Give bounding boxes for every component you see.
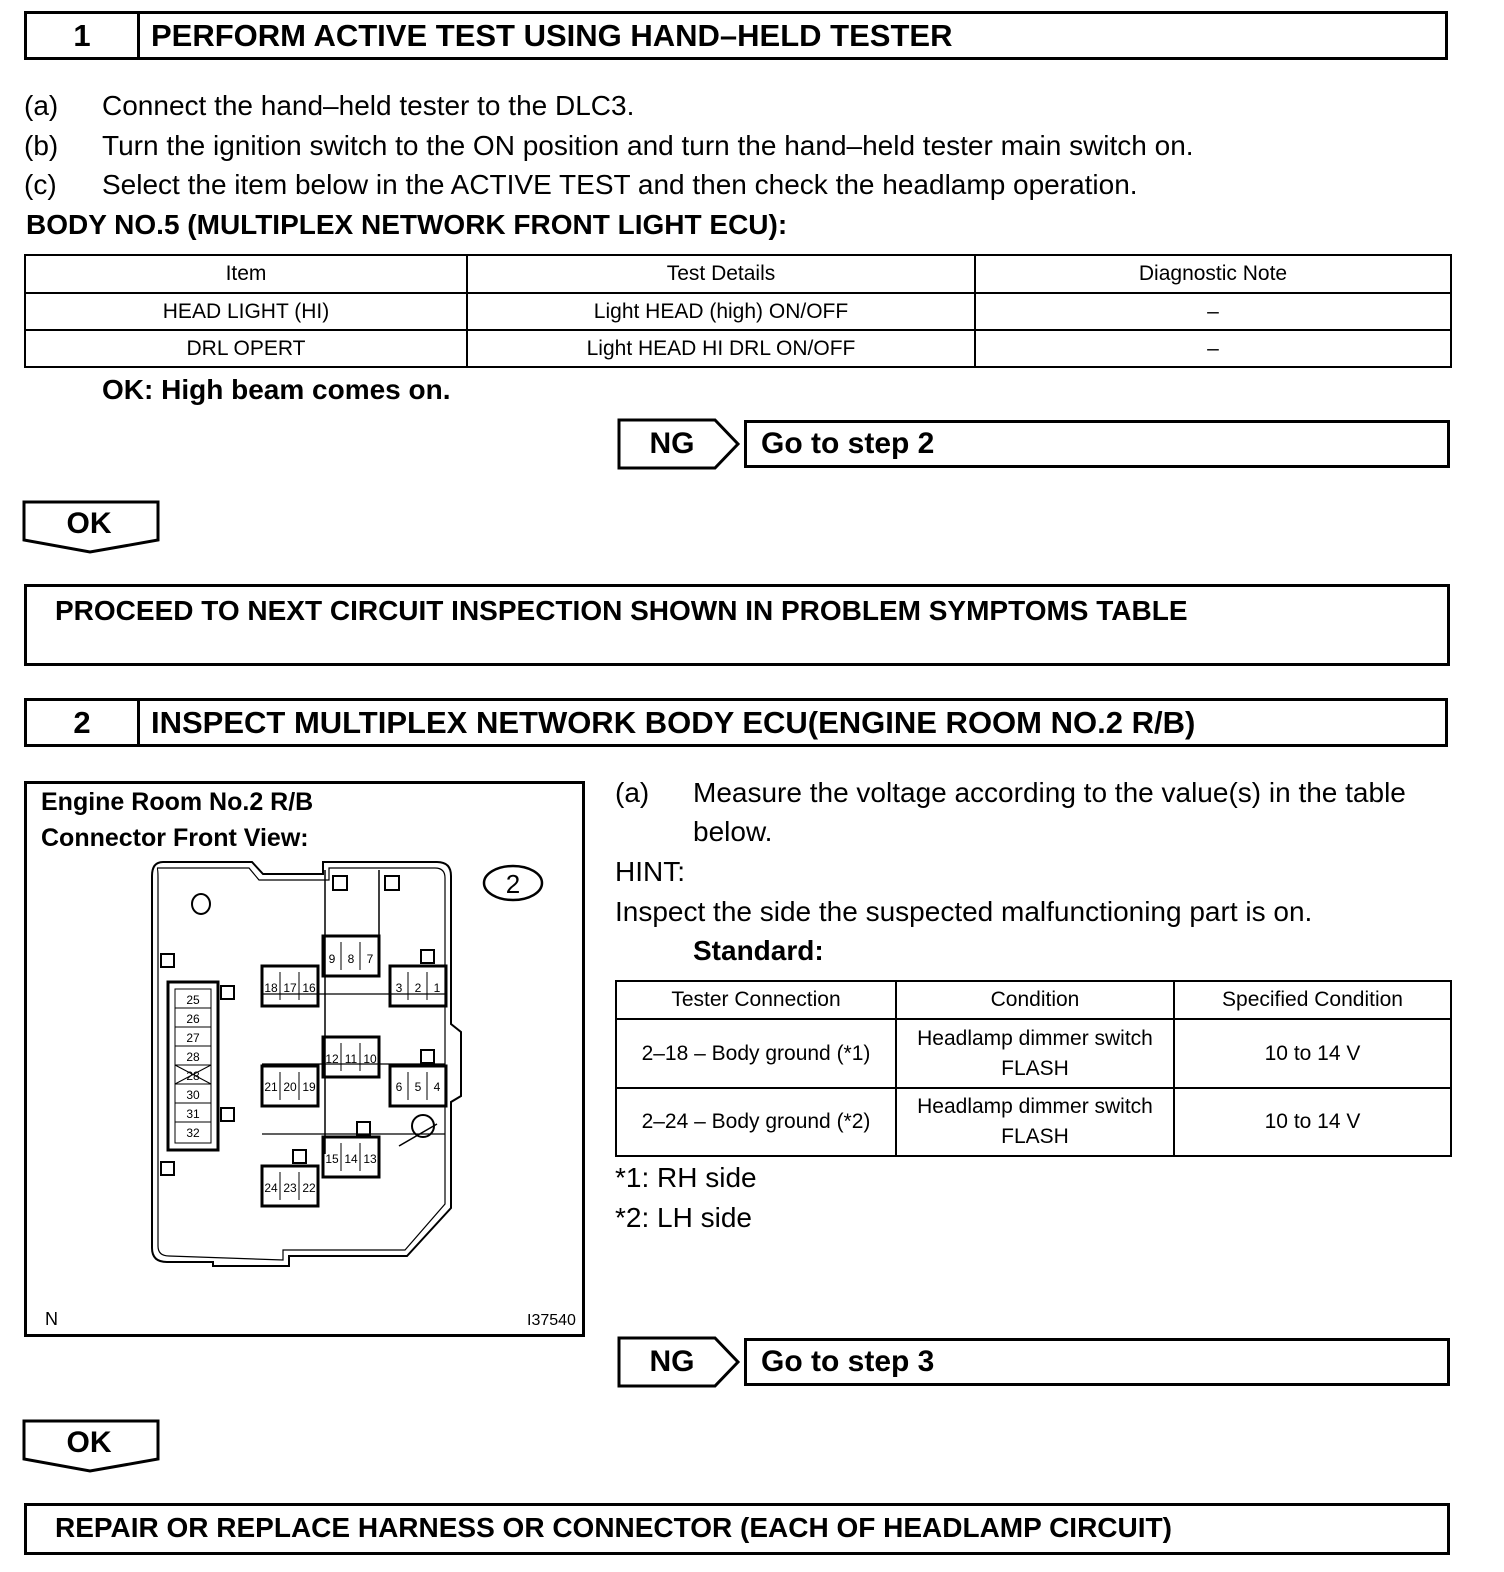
table-cell bbox=[896, 1088, 1174, 1156]
pin-group-3-2-1 bbox=[390, 966, 446, 1006]
note-lh-side: *2: LH side bbox=[615, 1202, 752, 1233]
step2-header bbox=[24, 698, 1448, 747]
figure-id: I37540 bbox=[527, 1312, 576, 1329]
step1-header bbox=[24, 11, 1448, 60]
table-row bbox=[25, 330, 1451, 367]
step1-subheading: BODY NO.5 (MULTIPLEX NETWORK FRONT LIGHT ECU): bbox=[26, 209, 788, 240]
step1-item-a bbox=[24, 90, 634, 122]
figure-title-line1: Engine Room No.2 R/B bbox=[41, 788, 314, 816]
table-row bbox=[616, 1088, 1451, 1156]
condition-line: FLASH bbox=[1001, 1056, 1069, 1080]
ng-go-to-step-2: Go to step 2 bbox=[744, 420, 1450, 468]
svg-text:9: 9 bbox=[328, 952, 336, 966]
instruction-line1: Measure the voltage according to the value(s) in the table bbox=[693, 777, 1406, 808]
ok-arrow-2 bbox=[22, 1419, 162, 1475]
svg-text:4: 4 bbox=[433, 1080, 441, 1094]
svg-text:13: 13 bbox=[363, 1152, 377, 1166]
svg-text:12: 12 bbox=[325, 1052, 339, 1066]
connector-id-label: 2 bbox=[505, 869, 521, 899]
svg-text:1: 1 bbox=[433, 981, 441, 995]
step2-ok-result bbox=[24, 1503, 1450, 1555]
condition-line: Headlamp dimmer switch bbox=[917, 1095, 1153, 1118]
table-cell: DRL OPERT bbox=[25, 330, 467, 367]
instruction-line2: below. bbox=[693, 816, 773, 847]
hint-label: HINT: bbox=[615, 856, 685, 887]
pin-group-9-8-7 bbox=[323, 936, 379, 976]
ng-go-to-step-3: Go to step 3 bbox=[744, 1338, 1450, 1386]
header-cell: Tester Connection bbox=[616, 981, 896, 1019]
connector-figure bbox=[24, 781, 585, 1337]
svg-text:20: 20 bbox=[283, 1080, 297, 1094]
svg-text:2: 2 bbox=[414, 981, 422, 995]
svg-text:31: 31 bbox=[186, 1107, 200, 1121]
figure-corner-label: N bbox=[45, 1309, 58, 1329]
relay-block-drawing bbox=[27, 784, 582, 1304]
condition-line: FLASH bbox=[1001, 1125, 1069, 1148]
table-cell: Light HEAD HI DRL ON/OFF bbox=[467, 330, 975, 367]
table-cell: Light HEAD (high) ON/OFF bbox=[467, 293, 975, 330]
pin-group-12-11-10 bbox=[323, 1037, 379, 1077]
svg-text:14: 14 bbox=[344, 1152, 358, 1166]
step1-item-b bbox=[24, 130, 1194, 162]
pin-column-25-32 bbox=[168, 982, 218, 1150]
header-cell: Diagnostic Note bbox=[975, 255, 1451, 293]
step1-number: 1 bbox=[27, 14, 140, 57]
header-cell: Specified Condition bbox=[1174, 981, 1451, 1019]
svg-text:11: 11 bbox=[344, 1052, 358, 1066]
table-cell: HEAD LIGHT (HI) bbox=[25, 293, 467, 330]
step1-item-c bbox=[24, 169, 1138, 201]
svg-text:8: 8 bbox=[347, 952, 355, 966]
table-cell: – bbox=[975, 293, 1451, 330]
step1-title: PERFORM ACTIVE TEST USING HAND–HELD TESTER bbox=[151, 17, 953, 53]
svg-text:22: 22 bbox=[302, 1181, 316, 1195]
step1-ok-result bbox=[24, 584, 1450, 666]
table-cell: 10 to 14 V bbox=[1174, 1088, 1451, 1156]
table-cell: 10 to 14 V bbox=[1174, 1019, 1451, 1088]
pin-group-21-20-19 bbox=[262, 1066, 318, 1106]
table-cell: 2–24 – Body ground (*2) bbox=[616, 1088, 896, 1156]
condition-line: Headlamp dimmer switch bbox=[917, 1026, 1153, 1050]
note-rh-side: *1: RH side bbox=[615, 1162, 757, 1193]
item-label: (c) bbox=[24, 169, 57, 200]
ng-arrow-2 bbox=[617, 1336, 741, 1388]
svg-text:3: 3 bbox=[395, 981, 403, 995]
step1-ok-criteria: OK: High beam comes on. bbox=[102, 374, 451, 405]
pin-group-15-14-13 bbox=[323, 1137, 379, 1177]
svg-text:27: 27 bbox=[186, 1031, 200, 1045]
pin-group-24-23-22 bbox=[262, 1166, 318, 1206]
ng-label: NG bbox=[649, 427, 695, 460]
item-text: Turn the ignition switch to the ON position and turn the hand–held tester main switch on. bbox=[102, 130, 1194, 161]
item-label: (b) bbox=[24, 130, 59, 161]
ok-result-text: REPAIR OR REPLACE HARNESS OR CONNECTOR (EACH OF HEADLAMP CIRCUIT) bbox=[55, 1512, 1172, 1543]
ok-arrow-1 bbox=[22, 500, 162, 556]
svg-text:10: 10 bbox=[363, 1052, 377, 1066]
ok-label: OK bbox=[66, 507, 112, 540]
svg-text:6: 6 bbox=[395, 1080, 403, 1094]
table-header-row bbox=[616, 981, 1451, 1019]
svg-text:25: 25 bbox=[186, 993, 200, 1007]
hint-text: Inspect the side the suspected malfunctioning part is on. bbox=[615, 896, 1313, 927]
svg-text:18: 18 bbox=[264, 981, 278, 995]
item-text: Connect the hand–held tester to the DLC3. bbox=[102, 90, 635, 121]
ok-label: OK bbox=[66, 1426, 112, 1459]
svg-text:32: 32 bbox=[186, 1126, 200, 1140]
svg-text:19: 19 bbox=[302, 1080, 316, 1094]
svg-text:28: 28 bbox=[186, 1069, 200, 1083]
table-cell bbox=[896, 1019, 1174, 1088]
instruction-label: (a) bbox=[615, 777, 650, 808]
figure-title-line2: Connector Front View: bbox=[41, 824, 309, 852]
svg-text:15: 15 bbox=[325, 1152, 339, 1166]
ng-label: NG bbox=[649, 1345, 695, 1378]
table-cell: – bbox=[975, 330, 1451, 367]
svg-text:28: 28 bbox=[186, 1050, 200, 1064]
table-row bbox=[616, 1019, 1451, 1088]
svg-text:7: 7 bbox=[366, 952, 374, 966]
ng-arrow-1 bbox=[617, 418, 741, 470]
svg-text:17: 17 bbox=[283, 981, 297, 995]
svg-text:26: 26 bbox=[186, 1012, 200, 1026]
active-test-table bbox=[24, 254, 1452, 368]
svg-text:24: 24 bbox=[264, 1181, 278, 1195]
step2-title: INSPECT MULTIPLEX NETWORK BODY ECU(ENGINE ROOM NO.2 R/B) bbox=[151, 704, 1196, 740]
header-cell: Condition bbox=[896, 981, 1174, 1019]
item-text: Select the item below in the ACTIVE TEST and then check the headlamp operation. bbox=[102, 169, 1138, 200]
header-cell: Item bbox=[25, 255, 467, 293]
item-label: (a) bbox=[24, 90, 59, 121]
svg-text:16: 16 bbox=[302, 981, 316, 995]
ok-result-text: PROCEED TO NEXT CIRCUIT INSPECTION SHOWN IN PROBLEM SYMPTOMS TABLE bbox=[55, 595, 1188, 626]
pin-group-6-5-4 bbox=[390, 1066, 446, 1106]
svg-text:21: 21 bbox=[264, 1080, 278, 1094]
svg-text:5: 5 bbox=[414, 1080, 422, 1094]
svg-text:23: 23 bbox=[283, 1181, 297, 1195]
table-row bbox=[25, 293, 1451, 330]
table-cell: 2–18 – Body ground (*1) bbox=[616, 1019, 896, 1088]
standard-table bbox=[615, 980, 1452, 1157]
step2-number: 2 bbox=[27, 701, 140, 744]
pin-group-18-17-16 bbox=[262, 966, 318, 1006]
table-header-row bbox=[25, 255, 1451, 293]
standard-label: Standard: bbox=[693, 935, 824, 966]
header-cell: Test Details bbox=[467, 255, 975, 293]
svg-text:30: 30 bbox=[186, 1088, 200, 1102]
